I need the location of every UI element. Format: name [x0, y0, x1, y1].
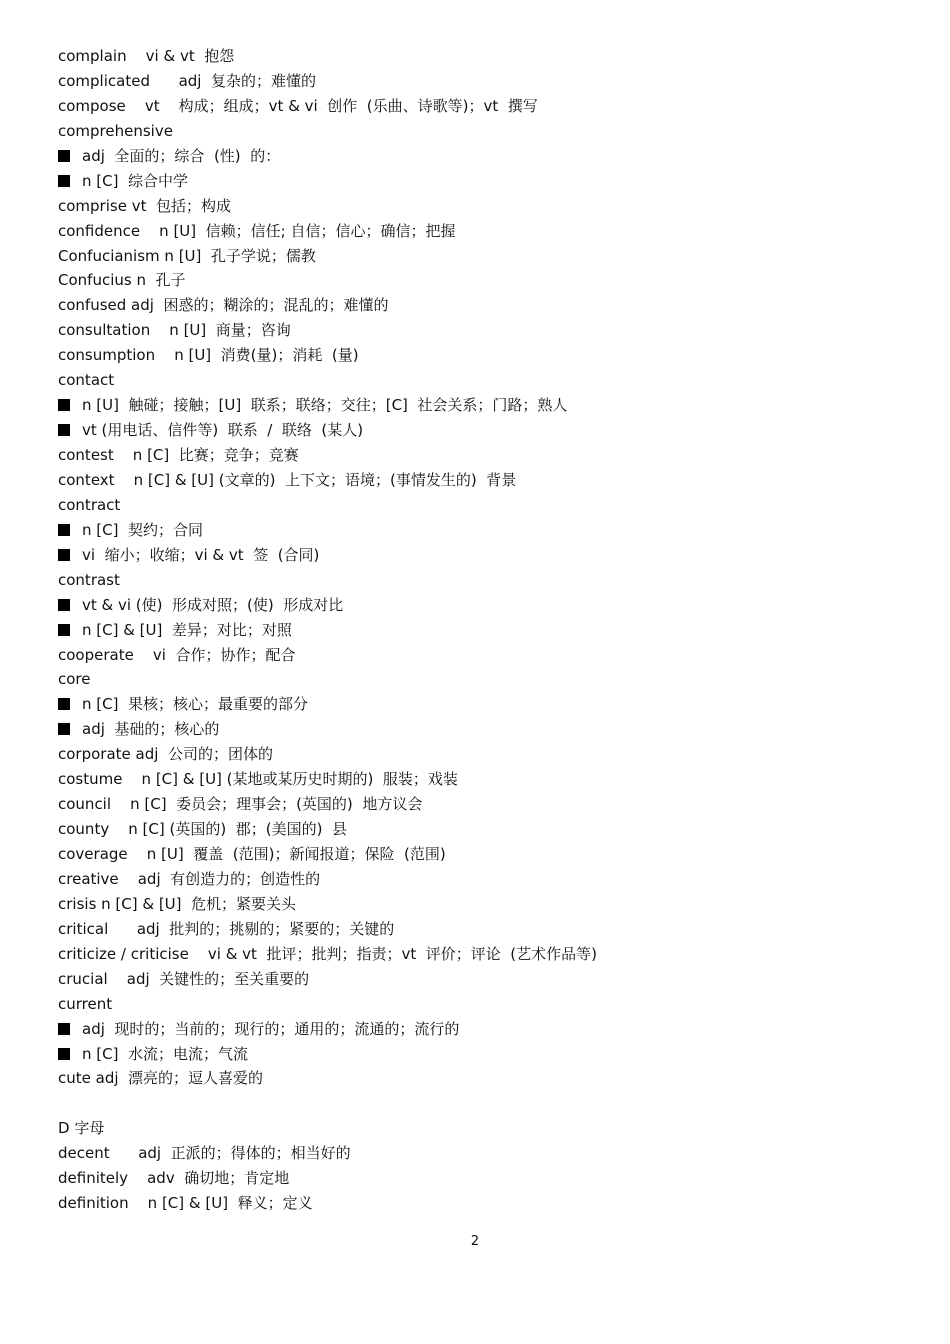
entry-text: council n [C] 委员会；理事会；(英国的) 地方议会	[58, 795, 423, 814]
vocabulary-list	[58, 44, 898, 1216]
vocab-entry	[58, 867, 898, 892]
square-bullet-icon	[58, 424, 70, 436]
entry-text: adj 现时的；当前的；现行的；通用的；流通的；流行的	[82, 1019, 460, 1038]
vocab-entry	[58, 493, 898, 518]
bullet-entry	[58, 518, 898, 543]
vocab-entry	[58, 343, 898, 368]
bullet-entry	[58, 543, 898, 568]
vocab-entry	[58, 1166, 898, 1191]
bullet-entry	[58, 593, 898, 618]
entry-text: n [U] 触碰；接触；[U] 联系；联络；交往；[C] 社会关系；门路；熟人	[82, 396, 568, 415]
bullet-entry	[58, 1042, 898, 1067]
entry-text: core	[58, 670, 91, 689]
square-bullet-icon	[58, 399, 70, 411]
entry-text: n [C] 综合中学	[82, 171, 188, 190]
square-bullet-icon	[58, 599, 70, 611]
entry-text: creative adj 有创造力的；创造性的	[58, 869, 321, 888]
entry-text: adj 基础的；核心的	[82, 720, 220, 739]
entry-text: contact	[58, 371, 115, 390]
vocab-entry	[58, 967, 898, 992]
entry-text: comprise vt 包括；构成	[58, 196, 231, 215]
entry-text: confused adj 困惑的；糊涂的；混乱的；难懂的	[58, 296, 389, 315]
bullet-entry	[58, 169, 898, 194]
entry-text: coverage n [U] 覆盖 (范围)；新闻报道；保险 (范围)	[58, 845, 446, 863]
entry-text: critical adj 批判的；挑剔的；紧要的；关键的	[58, 919, 395, 938]
bullet-entry	[58, 717, 898, 742]
square-bullet-icon	[58, 175, 70, 187]
vocab-entry	[58, 1066, 898, 1091]
bullet-entry	[58, 1017, 898, 1042]
entry-text: definition n [C] & [U] 释义；定义	[58, 1194, 313, 1213]
vocab-entry	[58, 1141, 898, 1166]
entry-text: consumption n [U] 消费(量)；消耗 (量)	[58, 346, 359, 365]
vocab-entry	[58, 244, 898, 269]
vocab-entry	[58, 368, 898, 393]
entry-text: criticize / criticise vi & vt 批评；批判；指责；vt 评价；评论 (艺术作品等)	[58, 944, 598, 963]
vocab-entry	[58, 194, 898, 219]
square-bullet-icon	[58, 549, 70, 561]
entry-text: crisis n [C] & [U] 危机；紧要关头	[58, 894, 297, 913]
vocab-entry	[58, 817, 898, 842]
entry-text: D 字母	[58, 1119, 105, 1138]
vocab-entry	[58, 318, 898, 343]
entry-text: complain vi & vt 抱怨	[58, 47, 235, 65]
entry-text: complicated adj 复杂的；难懂的	[58, 71, 316, 90]
vocab-entry	[58, 1191, 898, 1216]
entry-text: decent adj 正派的；得体的；相当好的	[58, 1144, 351, 1163]
vocab-entry	[58, 992, 898, 1017]
vocab-entry	[58, 942, 898, 967]
vocab-entry	[58, 268, 898, 293]
vocab-entry	[58, 667, 898, 692]
entry-text: contract	[58, 495, 121, 514]
entry-text: corporate adj 公司的；团体的	[58, 745, 273, 764]
entry-text: cute adj 漂亮的；逗人喜爱的	[58, 1069, 264, 1088]
entry-text: vt & vi (使) 形成对照；(使) 形成对比	[82, 595, 344, 614]
bullet-entry	[58, 393, 898, 418]
entry-text: compose vt 构成；组成；vt & vi 创作 (乐曲、诗歌等)；vt 撰写	[58, 96, 538, 115]
vocab-entry	[58, 767, 898, 792]
vocab-entry	[58, 94, 898, 119]
entry-text: contrast	[58, 570, 120, 589]
vocab-entry	[58, 892, 898, 917]
vocab-entry	[58, 568, 898, 593]
vocab-entry	[58, 742, 898, 767]
square-bullet-icon	[58, 624, 70, 636]
vocab-entry	[58, 44, 898, 69]
entry-text: Confucius n 孔子	[58, 271, 186, 290]
entry-text: vt (用电话、信件等) 联系 / 联络 (某人)	[82, 421, 364, 440]
entry-text: Confucianism n [U] 孔子学说；儒教	[58, 246, 316, 265]
entry-text: costume n [C] & [U] (某地或某历史时期的) 服装；戏装	[58, 770, 458, 789]
entry-text: n [C] 果核；核心；最重要的部分	[82, 695, 308, 714]
vocab-entry	[58, 219, 898, 244]
entry-text: comprehensive	[58, 121, 173, 140]
vocab-entry	[58, 1116, 898, 1141]
vocab-entry	[58, 119, 898, 144]
entry-text: n [C] & [U] 差异；对比；对照	[82, 620, 292, 639]
square-bullet-icon	[58, 524, 70, 536]
vocab-entry	[58, 293, 898, 318]
entry-text: definitely adv 确切地；肯定地	[58, 1169, 290, 1188]
vocab-entry	[58, 917, 898, 942]
entry-text: adj 全面的；综合 (性) 的：	[82, 146, 281, 165]
entry-text: n [C] 契约；合同	[82, 520, 203, 539]
bullet-entry	[58, 418, 898, 443]
square-bullet-icon	[58, 150, 70, 162]
vocab-entry	[58, 792, 898, 817]
vocab-entry	[58, 69, 898, 94]
square-bullet-icon	[58, 1023, 70, 1035]
square-bullet-icon	[58, 1048, 70, 1060]
entry-text: cooperate vi 合作；协作；配合	[58, 645, 296, 664]
blank-line	[58, 1091, 898, 1116]
entry-text: crucial adj 关键性的；至关重要的	[58, 969, 310, 988]
bullet-entry	[58, 618, 898, 643]
entry-text: consultation n [U] 商量；咨询	[58, 321, 291, 340]
bullet-entry	[58, 692, 898, 717]
entry-text: context n [C] & [U] (文章的) 上下文；语境；(事情发生的) 背景	[58, 470, 517, 489]
entry-text: vi 缩小；收缩；vi & vt 签 (合同)	[82, 545, 320, 564]
entry-text: current	[58, 994, 113, 1013]
vocab-entry	[58, 468, 898, 493]
square-bullet-icon	[58, 723, 70, 735]
vocab-entry	[58, 643, 898, 668]
entry-text: n [C] 水流；电流；气流	[82, 1044, 248, 1063]
vocab-entry	[58, 443, 898, 468]
entry-text: contest n [C] 比赛；竞争；竞赛	[58, 446, 299, 464]
entry-text: county n [C] (英国的) 郡；(美国的) 县	[58, 820, 347, 839]
entry-text: confidence n [U] 信赖；信任; 自信；信心；确信；把握	[58, 221, 456, 240]
vocab-entry	[58, 842, 898, 867]
square-bullet-icon	[58, 698, 70, 710]
bullet-entry	[58, 144, 898, 169]
page-number: 2	[470, 1234, 480, 1249]
